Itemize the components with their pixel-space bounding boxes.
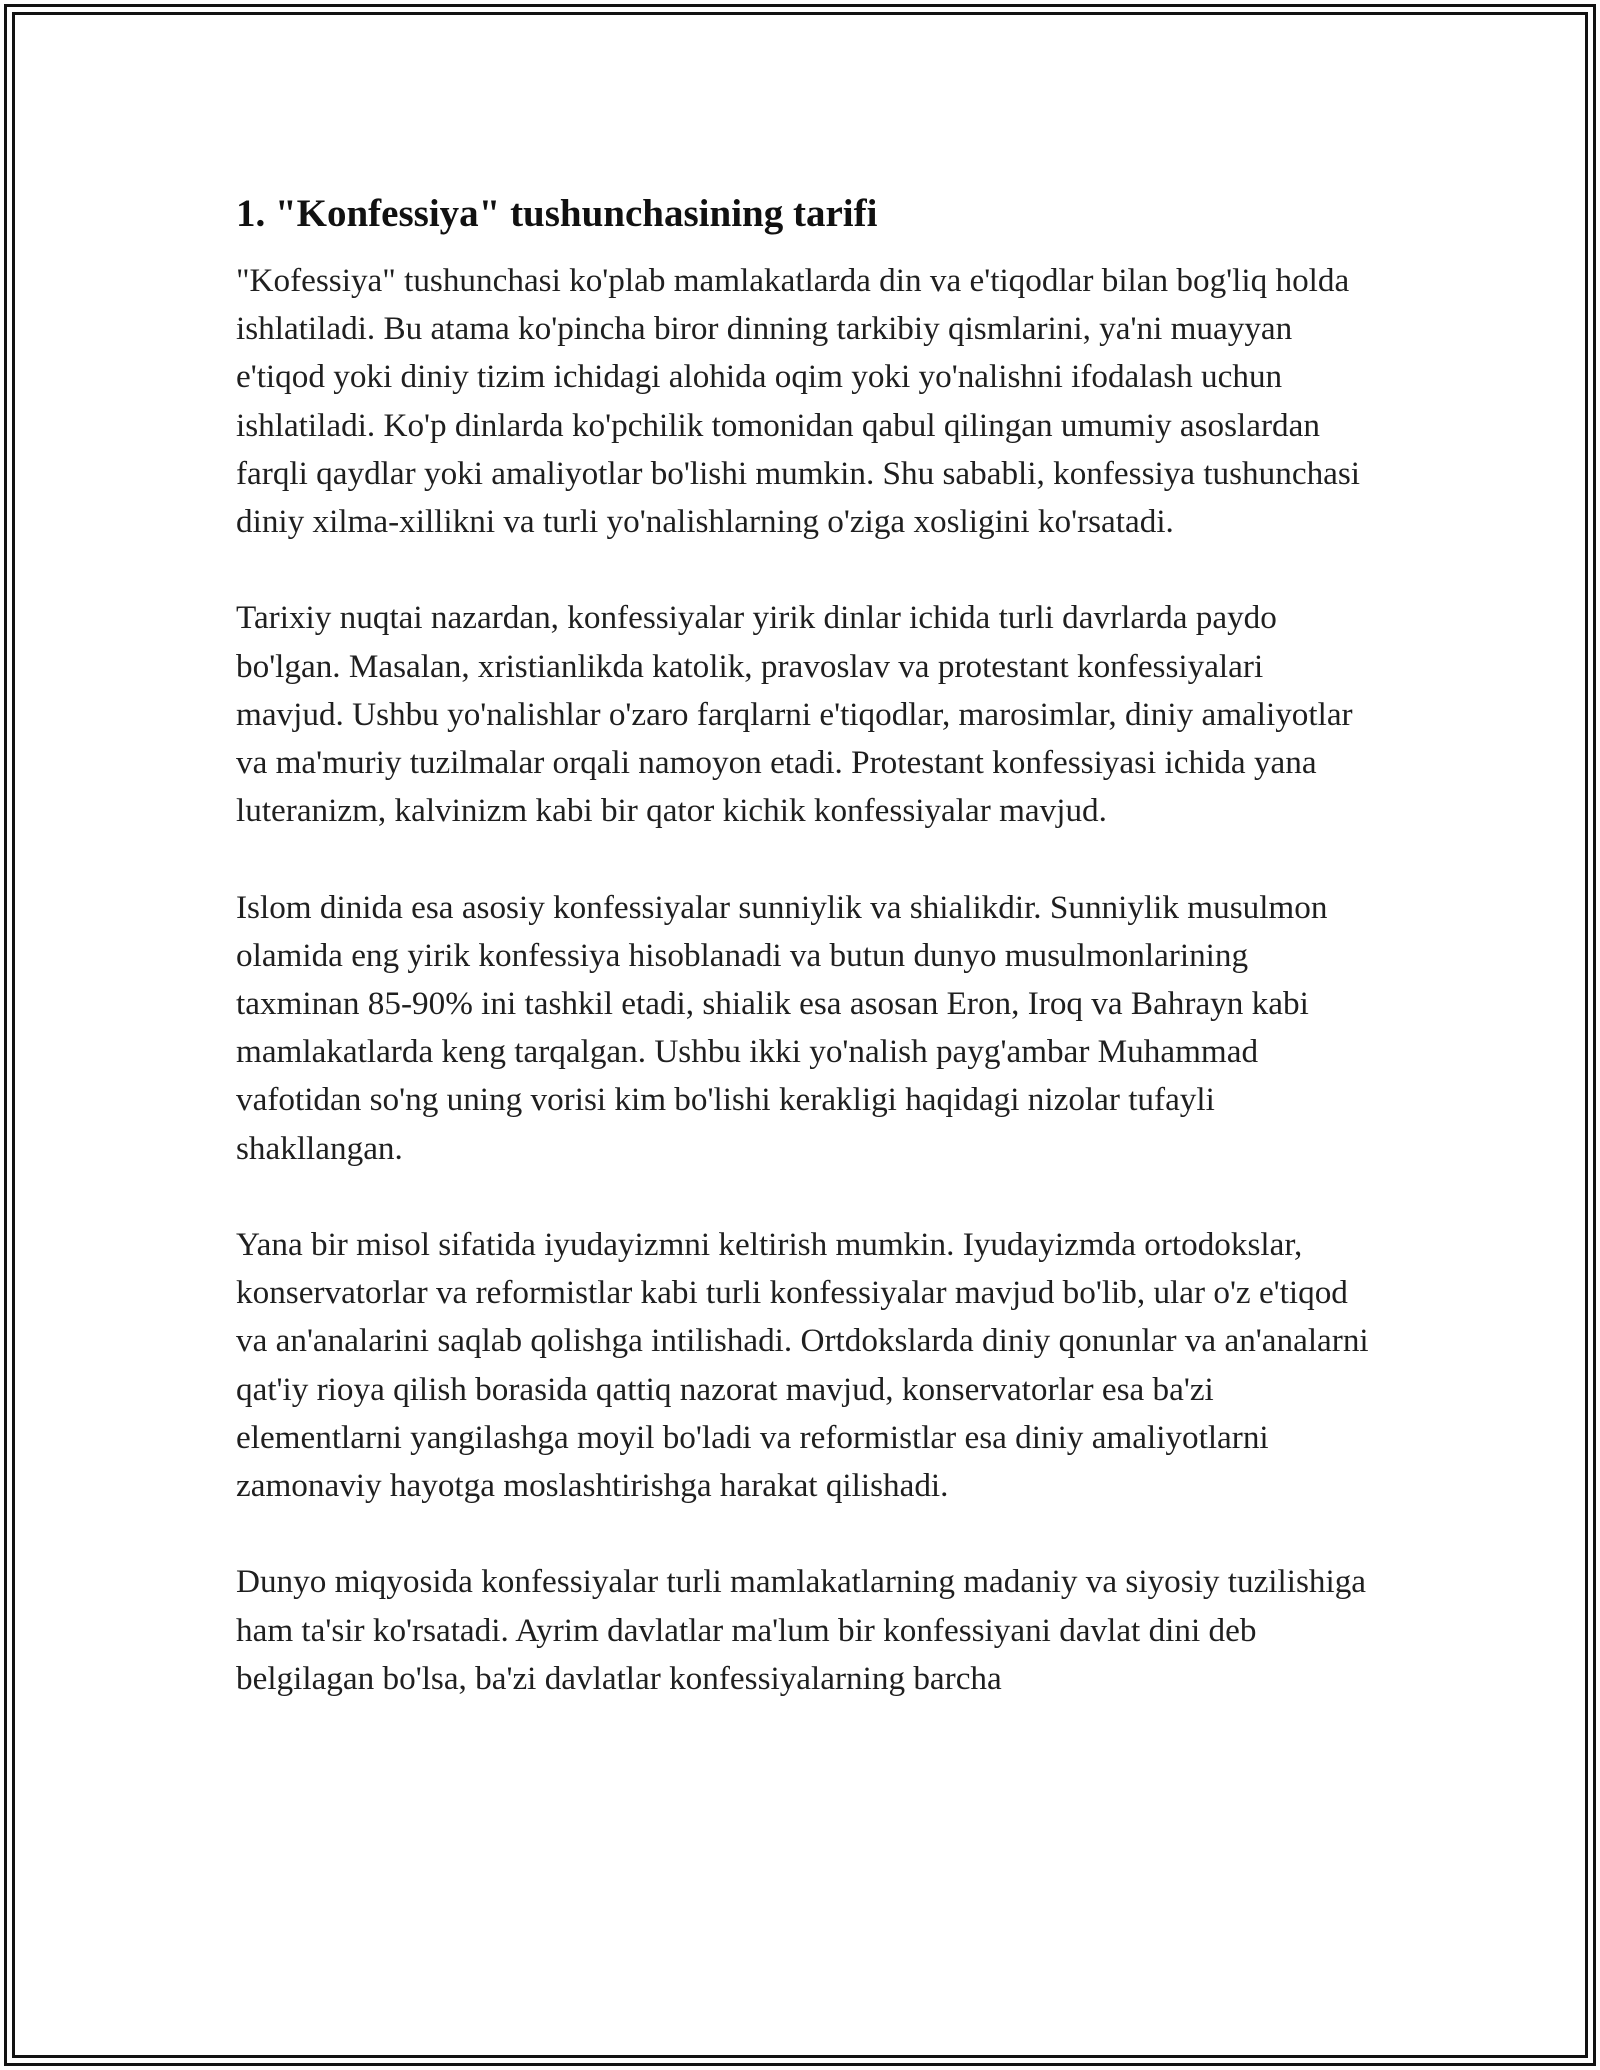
paragraph-world: Dunyo miqyosida konfessiyalar turli mamlakatlarning madaniy va siyosiy tuzilishiga ham ta'sir ko'rsatadi. Ayrim davlatlar ma'lum bir konfessiyani davlat dini deb belgilagan bo'lsa, ba'zi davlatlar konfessiyalarning barcha bbox=[236, 1563, 1367, 1697]
paragraph-history: Tarixiy nuqtai nazardan, konfessiyalar yirik dinlar ichida turli davrlarda paydo bo'lgan. Masalan, xristianlikda katolik, pravoslav va protestant konfessiyalari mavjud. Ushbu yo'nalishlar o'zaro farqlarni e'tiqodlar, marosimlar, diniy amaliyotlar va ma'muriy tuzilmalar orqali namoyon etadi. Protestant konfessiyasi ichida yana luteranizm, kalvinizm kabi bir qator kichik konfessiyalar mavjud. bbox=[236, 599, 1353, 830]
paragraph-judaism: Yana bir misol sifatida iyudayizmni keltirish mumkin. Iyudayizmda ortodokslar, konservatorlar va reformistlar kabi turli konfessiyalar mavjud bo'lib, ular o'z e'tiqod va an'analarini saqlab qolishga intilishadi. Ortdokslarda diniy qonunlar va an'analarni qat'iy rioya qilish borasida qattiq nazorat mavjud, konservatorlar esa ba'zi elementlarni yangilashga moyil bo'ladi va reformistlar esa diniy amaliyotlarni zamonaviy hayotga moslashtirishga harakat qilishadi. bbox=[236, 1226, 1369, 1505]
section-heading: 1. "Konfessiya" tushunchasining tarifi bbox=[236, 192, 878, 235]
document-body bbox=[236, 188, 1376, 1703]
paragraph-islam: Islom dinida esa asosiy konfessiyalar sunniylik va shialikdir. Sunniylik musulmon olamida eng yirik konfessiya hisoblanadi va butun dunyo musulmonlarining taxminan 85-90% ini tashkil etadi, shialik esa asosan Eron, Iroq va Bahrayn kabi mamlakatlarda keng tarqalgan. Ushbu ikki yo'nalish payg'ambar Muhammad vafotidan so'ng uning vorisi kim bo'lishi kerakligi haqidagi nizolar tufayli shakllangan. bbox=[236, 888, 1328, 1167]
paragraph-definition: "Kofessiya" tushunchasi ko'plab mamlakatlarda din va e'tiqodlar bilan bog'liq holda ishlatiladi. Bu atama ko'pincha biror dinning tarkibiy qismlarini, ya'ni muayyan e'tiqod yoki diniy tizim ichidagi alohida oqim yoki yo'nalishni ifodalash uchun ishlatiladi. Ko'p dinlarda ko'pchilik tomonidan qabul qilingan umumiy asoslardan farqli qaydlar yoki amaliyotlar bo'lishi mumkin. Shu sababli, konfessiya tushunchasi diniy xilma-xillikni va turli yo'nalishlarning o'ziga xosligini ko'rsatadi. bbox=[236, 262, 1361, 541]
